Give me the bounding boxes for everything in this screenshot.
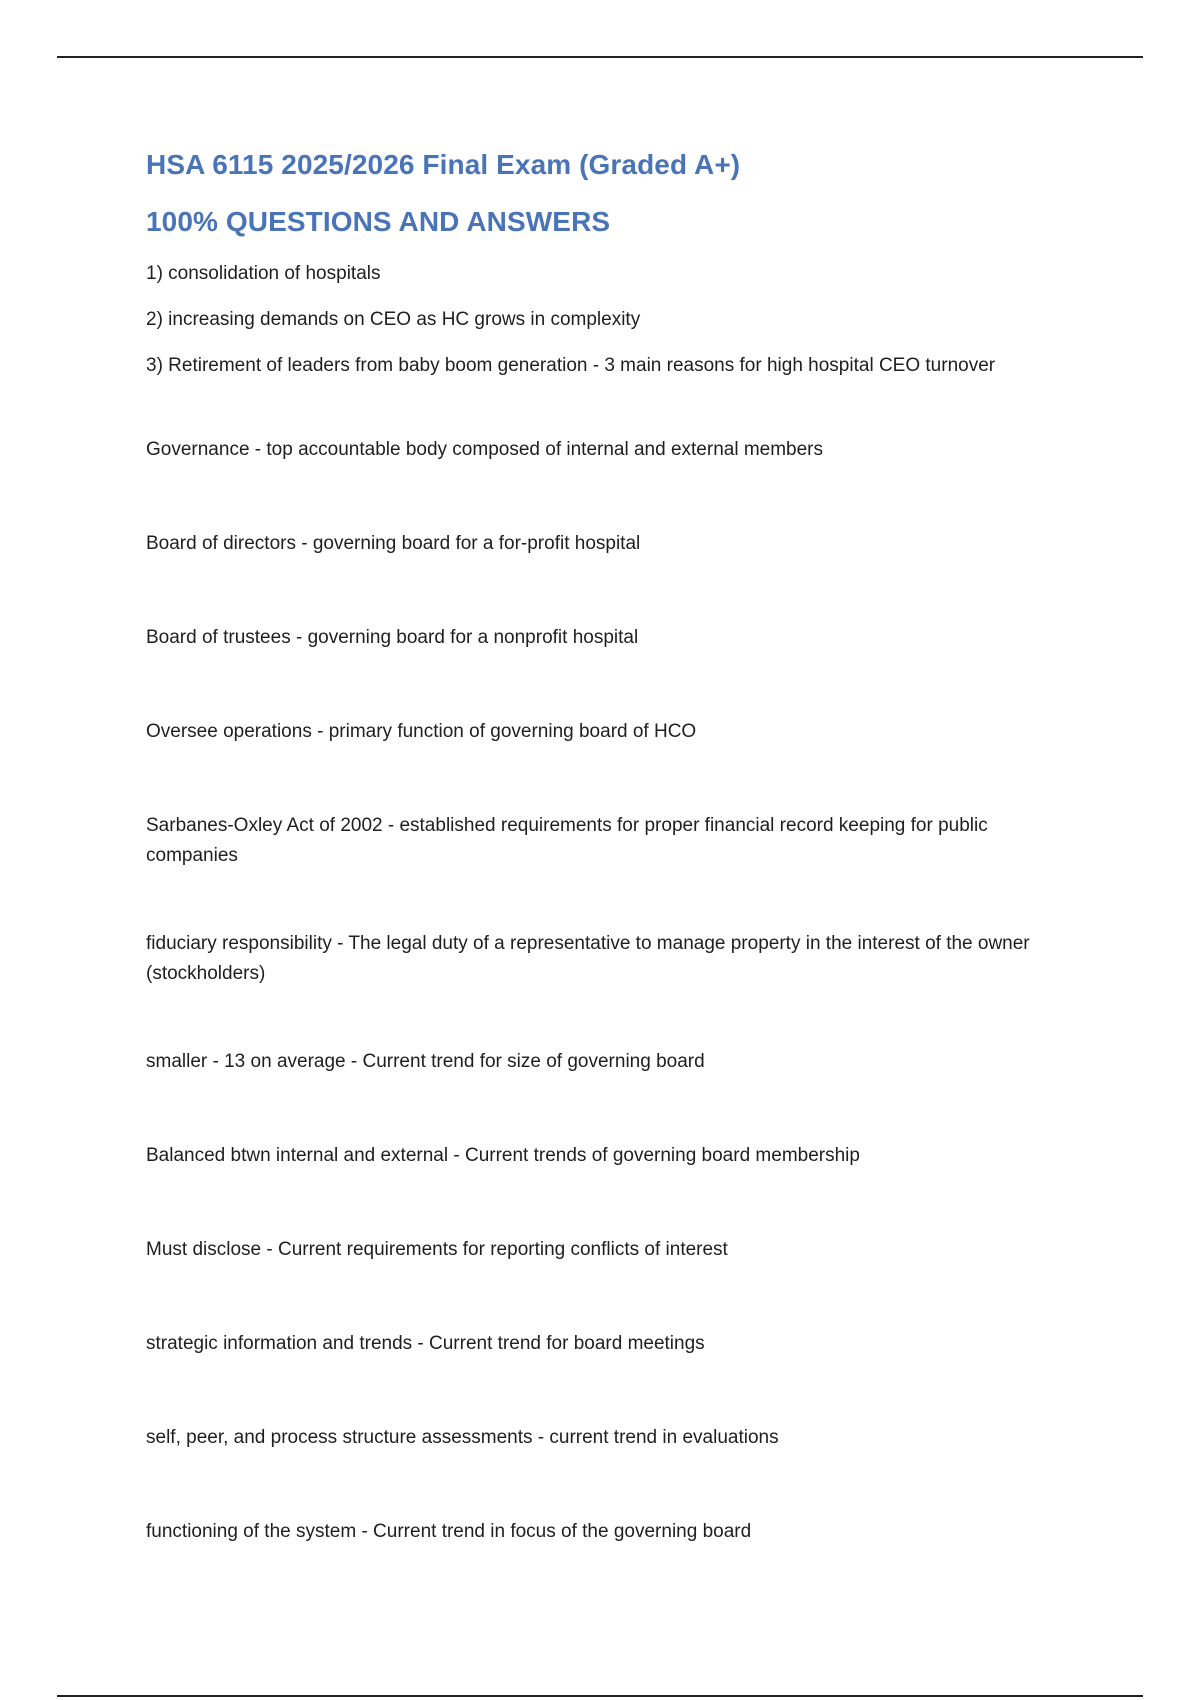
qa-item: Oversee operations - primary function of governing board of HCO xyxy=(146,721,697,742)
document-subtitle: 100% QUESTIONS AND ANSWERS xyxy=(146,206,611,237)
qa-item: strategic information and trends - Current trend for board meetings xyxy=(146,1333,705,1354)
qa-list xyxy=(146,435,1066,1547)
qa-item: Board of directors - governing board for a for-profit hospital xyxy=(146,533,641,554)
qa-item: Must disclose - Current requirements for reporting conflicts of interest xyxy=(146,1239,728,1260)
intro-list xyxy=(146,261,1066,379)
qa-item: functioning of the system - Current trend in focus of the governing board xyxy=(146,1521,752,1542)
qa-item: Balanced btwn internal and external - Current trends of governing board membership xyxy=(146,1145,860,1166)
intro-item: 2) increasing demands on CEO as HC grows in complexity xyxy=(146,309,641,330)
intro-item: 3) Retirement of leaders from baby boom generation - 3 main reasons for high hospital CEO turnover xyxy=(146,355,996,376)
qa-item: Sarbanes-Oxley Act of 2002 - established requirements for proper financial record keeping for public companies xyxy=(146,815,988,866)
qa-item: Board of trustees - governing board for a nonprofit hospital xyxy=(146,627,639,648)
qa-item: smaller - 13 on average - Current trend for size of governing board xyxy=(146,1051,705,1072)
document-content xyxy=(146,145,1066,1611)
document-title: HSA 6115 2025/2026 Final Exam (Graded A+) xyxy=(146,149,741,180)
header-rule xyxy=(57,56,1143,58)
intro-item: 1) consolidation of hospitals xyxy=(146,263,381,284)
footer-rule xyxy=(57,1695,1143,1697)
qa-item: fiduciary responsibility - The legal duty of a representative to manage property in the interest of the owner (stockholders) xyxy=(146,933,1030,984)
qa-item: self, peer, and process structure assessments - current trend in evaluations xyxy=(146,1427,779,1448)
qa-item: Governance - top accountable body composed of internal and external members xyxy=(146,439,824,460)
